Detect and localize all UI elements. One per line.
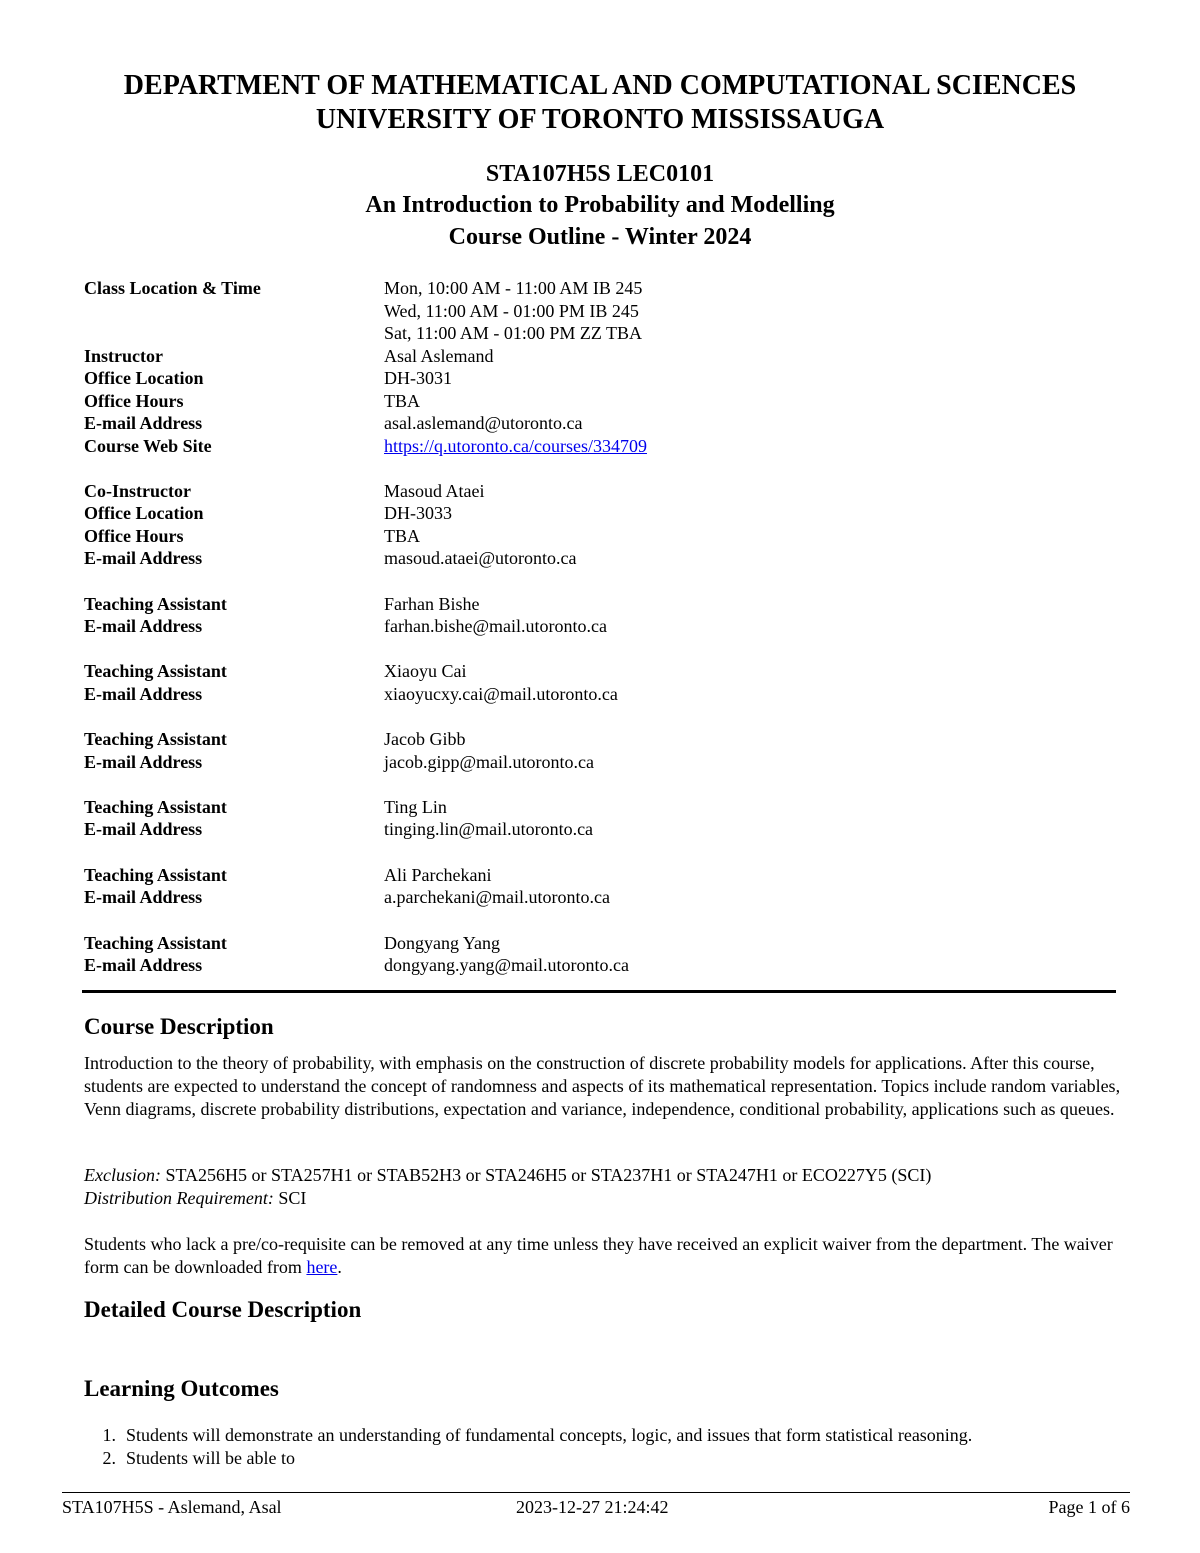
info-value: DH-3031 [384,368,452,388]
info-row [84,594,1124,616]
info-value: DH-3033 [384,503,452,523]
info-row [84,684,1124,706]
course-title: An Introduction to Probability and Modelling [365,192,835,218]
info-value: farhan.bishe@mail.utoronto.ca [384,616,608,636]
info-value: Xiaoyu Cai [384,661,467,681]
exclusion-line [84,1164,1124,1187]
info-row [84,301,1124,323]
info-row [84,955,1124,977]
info-row [84,526,1124,548]
info-value: TBA [384,391,420,411]
department-title: DEPARTMENT OF MATHEMATICAL AND COMPUTATIONAL SCIENCES [123,70,1077,101]
info-value: Asal Aslemand [384,346,494,366]
info-row [84,436,1124,458]
waiver-end: . [337,1257,342,1277]
info-label: E-mail Address [84,819,203,839]
info-row [84,865,1124,887]
info-row [84,481,1124,503]
distribution-label: Distribution Requirement: [84,1188,274,1208]
learning-outcomes-list [84,1424,1124,1470]
info-value: Mon, 10:00 AM - 11:00 AM IB 245 [384,278,643,298]
info-value: Ali Parchekani [384,865,492,885]
waiver-block [84,1233,1124,1279]
info-value: Dongyang Yang [384,933,501,953]
info-row [84,346,1124,368]
info-label: Teaching Assistant [84,797,227,817]
info-label: E-mail Address [84,684,203,704]
info-value: masoud.ataei@utoronto.ca [384,548,577,568]
info-label: E-mail Address [84,752,203,772]
info-value: Masoud Ataei [384,481,485,501]
outcome-number: 1. [102,1425,116,1445]
info-value: Wed, 11:00 AM - 01:00 PM IB 245 [384,301,639,321]
info-row [84,887,1124,909]
info-label: Office Location [84,368,204,388]
info-label: Office Hours [84,391,184,411]
course-code: STA107H5S LEC0101 [485,161,715,187]
course-description-heading: Course Description [84,1014,274,1039]
info-row [84,368,1124,390]
section-divider [82,990,1116,993]
info-label: E-mail Address [84,413,203,433]
info-label: E-mail Address [84,548,203,568]
info-row [84,661,1124,683]
outcome-text: Students will be able to [126,1448,295,1468]
waiver-text [84,1233,1124,1279]
info-row [84,616,1124,638]
info-row [84,933,1124,955]
info-label: Class Location & Time [84,278,261,298]
info-row [84,413,1124,435]
outcome-text: Students will demonstrate an understanding of fundamental concepts, logic, and issues that form statistical reasoning. [126,1425,973,1445]
university-title: UNIVERSITY OF TORONTO MISSISSAUGA [315,104,885,135]
info-label: Instructor [84,346,163,366]
info-row [84,729,1124,751]
course-website-link[interactable]: https://q.utoronto.ca/courses/334709 [384,436,647,456]
detailed-description-heading: Detailed Course Description [84,1297,362,1322]
info-value: Ting Lin [384,797,447,817]
list-item [84,1447,1124,1470]
info-value: asal.aslemand@utoronto.ca [384,413,583,433]
footer-page-number: Page 1 of 6 [1048,1497,1130,1517]
info-label: Teaching Assistant [84,594,227,614]
info-label: Teaching Assistant [84,729,227,749]
info-label: Teaching Assistant [84,865,227,885]
waiver-form-link[interactable]: here [306,1257,338,1277]
exclusion-block [84,1164,1124,1210]
list-item [84,1424,1124,1447]
info-value: jacob.gipp@mail.utoronto.ca [384,752,595,772]
info-row [84,797,1124,819]
info-value: xiaoyucxy.cai@mail.utoronto.ca [384,684,618,704]
description-text: Introduction to the theory of probability, with emphasis on the construction of discrete probability models for applications. After this course, students are expected to understand the concept of randomness and aspects of its mathematical representation. Topics include random variables, Venn diagrams, discrete probability distributions, expectation and variance, independence, conditional probability, applications such as queues. [84,1053,1121,1119]
exclusion-label: Exclusion: [84,1165,161,1185]
waiver-sentence: Students who lack a pre/co-requisite can be removed at any time unless they have received an explicit waiver from the department. The waiver form can be downloaded from [84,1234,1113,1277]
course-description-body [84,1052,1124,1121]
info-label: E-mail Address [84,887,203,907]
distribution-value: SCI [273,1188,307,1208]
info-value: Sat, 11:00 AM - 01:00 PM ZZ TBA [384,323,643,343]
info-label: Office Hours [84,526,184,546]
footer-divider [62,1492,1130,1493]
info-label: Office Location [84,503,204,523]
info-row [84,819,1124,841]
info-row [84,752,1124,774]
info-label: Course Web Site [84,436,212,456]
info-row [84,548,1124,570]
learning-outcomes-heading: Learning Outcomes [84,1376,279,1401]
info-label: E-mail Address [84,955,203,975]
info-row [84,503,1124,525]
outcome-number: 2. [102,1448,116,1468]
distribution-line [84,1187,1124,1210]
info-value: Farhan Bishe [384,594,480,614]
info-value: a.parchekani@mail.utoronto.ca [384,887,610,907]
exclusion-value: STA256H5 or STA257H1 or STAB52H3 or STA246H5 or STA237H1 or STA247H1 or ECO227Y5 (SCI) [160,1165,932,1185]
info-label: Teaching Assistant [84,661,227,681]
info-row [84,278,1124,300]
info-label: E-mail Address [84,616,203,636]
info-label: Teaching Assistant [84,933,227,953]
footer-course-instructor: STA107H5S - Aslemand, Asal [62,1497,282,1517]
info-row [84,391,1124,413]
info-value: dongyang.yang@mail.utoronto.ca [384,955,630,975]
info-row [84,323,1124,345]
info-value: tinging.lin@mail.utoronto.ca [384,819,594,839]
info-value: Jacob Gibb [384,729,466,749]
course-outline-term: Course Outline - Winter 2024 [448,224,752,250]
info-label: Co-Instructor [84,481,191,501]
info-value: TBA [384,526,420,546]
footer-timestamp: 2023-12-27 21:24:42 [516,1497,669,1517]
